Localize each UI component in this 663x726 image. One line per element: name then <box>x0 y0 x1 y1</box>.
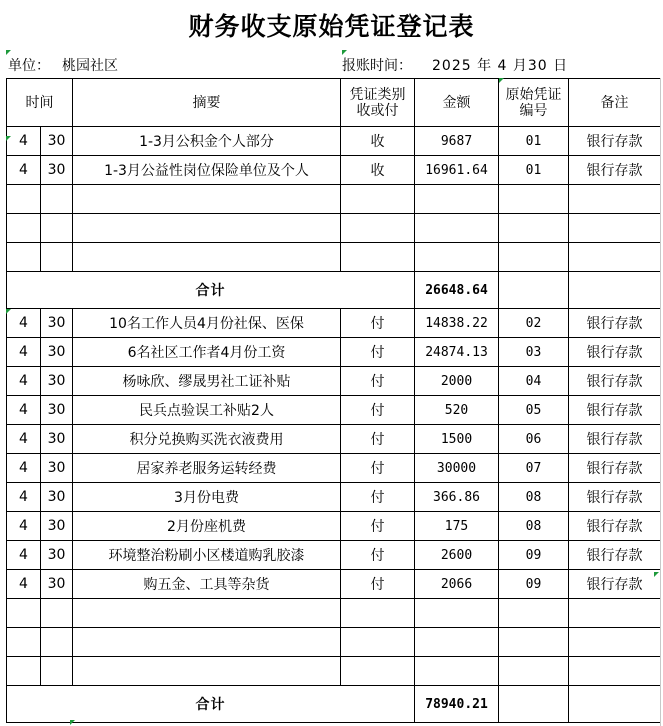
empty-cell <box>341 599 415 628</box>
cell-comment-marker <box>654 572 659 577</box>
cell-amount: 2600 <box>415 541 499 570</box>
header-amount: 金额 <box>415 79 499 127</box>
cell-month: 4 <box>7 425 41 454</box>
info-row <box>0 50 663 78</box>
empty-cell <box>41 214 73 243</box>
empty-cell <box>7 657 41 686</box>
empty-cell <box>569 214 661 243</box>
table-row <box>7 541 661 570</box>
empty-cell <box>41 599 73 628</box>
table-row <box>7 127 661 156</box>
cell-amount: 366.86 <box>415 483 499 512</box>
cell-month: 4 <box>7 570 41 599</box>
cell-comment-marker <box>6 309 11 314</box>
cell-summary: 积分兑换购买洗衣液费用 <box>73 425 341 454</box>
empty-cell <box>499 214 569 243</box>
cell-voucher-no: 05 <box>499 396 569 425</box>
empty-cell <box>7 243 41 272</box>
cell-amount: 520 <box>415 396 499 425</box>
table-row <box>7 570 661 599</box>
table-row <box>7 338 661 367</box>
cell-remark: 银行存款 <box>569 483 661 512</box>
empty-cell <box>7 599 41 628</box>
table-row <box>7 309 661 338</box>
cell-summary: 购五金、工具等杂货 <box>73 570 341 599</box>
table-row <box>7 512 661 541</box>
cell-month: 4 <box>7 396 41 425</box>
cell-voucher-no: 08 <box>499 483 569 512</box>
cell-remark: 银行存款 <box>569 156 661 185</box>
cell-day: 30 <box>41 570 73 599</box>
cell-comment-marker <box>70 720 75 725</box>
cell-remark: 银行存款 <box>569 512 661 541</box>
cell-summary: 环境整治粉刷小区楼道购乳胶漆 <box>73 541 341 570</box>
empty-cell <box>341 657 415 686</box>
cell-voucher-no: 06 <box>499 425 569 454</box>
cell-amount: 16961.64 <box>415 156 499 185</box>
table-row <box>7 396 661 425</box>
cell-amount: 9687 <box>415 127 499 156</box>
table-row <box>7 425 661 454</box>
cell-day: 30 <box>41 541 73 570</box>
cell-voucher-no: 04 <box>499 367 569 396</box>
header-voucher-type-line2: 收或付 <box>356 102 399 119</box>
empty-cell <box>499 686 569 723</box>
cell-day: 30 <box>41 338 73 367</box>
empty-cell <box>569 272 661 309</box>
empty-cell <box>569 657 661 686</box>
empty-row <box>7 657 661 686</box>
cell-voucher-no: 09 <box>499 570 569 599</box>
header-voucher-no-line1: 原始凭证 <box>505 86 562 103</box>
cell-summary: 杨咏欣、缪晟男社工证补贴 <box>73 367 341 396</box>
cell-day: 30 <box>41 425 73 454</box>
cell-voucher-type: 付 <box>341 309 415 338</box>
cell-voucher-type: 付 <box>341 367 415 396</box>
cell-month: 4 <box>7 156 41 185</box>
cell-comment-marker <box>499 78 504 83</box>
cell-remark: 银行存款 <box>569 570 661 599</box>
cell-summary: 1-3月公积金个人部分 <box>73 127 341 156</box>
cell-voucher-no: 01 <box>499 156 569 185</box>
cell-month: 4 <box>7 309 41 338</box>
cell-summary: 6名社区工作者4月份工资 <box>73 338 341 367</box>
cell-amount: 2000 <box>415 367 499 396</box>
cell-voucher-no: 08 <box>499 512 569 541</box>
cell-amount: 2066 <box>415 570 499 599</box>
empty-cell <box>569 686 661 723</box>
empty-cell <box>73 243 341 272</box>
cell-summary: 3月份电费 <box>73 483 341 512</box>
empty-cell <box>499 272 569 309</box>
header-voucher-type-line1: 凭证类别 <box>349 86 406 103</box>
empty-cell <box>73 657 341 686</box>
empty-cell <box>569 628 661 657</box>
empty-cell <box>7 214 41 243</box>
header-voucher-no <box>499 79 569 127</box>
cell-summary: 居家养老服务运转经费 <box>73 454 341 483</box>
total-row <box>7 272 661 309</box>
empty-cell <box>73 214 341 243</box>
empty-cell <box>41 628 73 657</box>
empty-cell <box>341 628 415 657</box>
cell-voucher-type: 收 <box>341 127 415 156</box>
empty-cell <box>415 657 499 686</box>
cell-voucher-type: 付 <box>341 570 415 599</box>
empty-cell <box>415 599 499 628</box>
cell-remark: 银行存款 <box>569 367 661 396</box>
cell-day: 30 <box>41 483 73 512</box>
cell-day: 30 <box>41 396 73 425</box>
empty-cell <box>569 185 661 214</box>
sheet-title: 财务收支原始凭证登记表 <box>188 12 475 41</box>
empty-row <box>7 599 661 628</box>
empty-cell <box>499 185 569 214</box>
empty-row <box>7 214 661 243</box>
unit-label: 单位： <box>8 58 50 74</box>
cell-amount: 24874.13 <box>415 338 499 367</box>
empty-cell <box>341 214 415 243</box>
cell-voucher-type: 付 <box>341 541 415 570</box>
header-voucher-type <box>341 79 415 127</box>
empty-cell <box>41 185 73 214</box>
cell-day: 30 <box>41 156 73 185</box>
header-remark: 备注 <box>569 79 661 127</box>
empty-cell <box>499 657 569 686</box>
empty-cell <box>341 243 415 272</box>
empty-cell <box>569 599 661 628</box>
cell-remark: 银行存款 <box>569 425 661 454</box>
cell-month: 4 <box>7 512 41 541</box>
empty-cell <box>73 185 341 214</box>
total-amount: 26648.64 <box>415 272 499 309</box>
cell-voucher-no: 07 <box>499 454 569 483</box>
cell-comment-marker <box>6 50 11 55</box>
total-label: 合计 <box>7 272 415 309</box>
total-amount: 78940.21 <box>415 686 499 723</box>
table-row <box>7 156 661 185</box>
cell-voucher-no: 03 <box>499 338 569 367</box>
cell-voucher-type: 付 <box>341 396 415 425</box>
total-label: 合计 <box>7 686 415 723</box>
table-row <box>7 367 661 396</box>
cell-day: 30 <box>41 127 73 156</box>
ledger-table <box>6 78 661 723</box>
header-row <box>7 79 661 127</box>
cell-day: 30 <box>41 309 73 338</box>
cell-voucher-type: 收 <box>341 156 415 185</box>
cell-day: 30 <box>41 454 73 483</box>
cell-summary: 民兵点验误工补贴2人 <box>73 396 341 425</box>
cell-comment-marker <box>6 136 11 141</box>
empty-cell <box>499 628 569 657</box>
empty-cell <box>73 628 341 657</box>
unit-value: 桃园社区 <box>62 58 118 74</box>
cell-remark: 银行存款 <box>569 309 661 338</box>
empty-cell <box>41 243 73 272</box>
header-summary: 摘要 <box>73 79 341 127</box>
cell-comment-marker <box>342 50 347 55</box>
cell-amount: 175 <box>415 512 499 541</box>
empty-row <box>7 628 661 657</box>
cell-voucher-type: 付 <box>341 425 415 454</box>
report-date-value: 2025 年 4 月30 日 <box>432 58 569 74</box>
empty-cell <box>499 599 569 628</box>
cell-remark: 银行存款 <box>569 396 661 425</box>
empty-cell <box>415 185 499 214</box>
cell-month: 4 <box>7 367 41 396</box>
cell-remark: 银行存款 <box>569 127 661 156</box>
cell-voucher-no: 02 <box>499 309 569 338</box>
table-row <box>7 454 661 483</box>
cell-voucher-type: 付 <box>341 338 415 367</box>
total-row <box>7 686 661 723</box>
header-voucher-no-line2: 编号 <box>519 102 548 119</box>
empty-cell <box>7 628 41 657</box>
cell-amount: 14838.22 <box>415 309 499 338</box>
cell-month: 4 <box>7 483 41 512</box>
empty-cell <box>415 214 499 243</box>
cell-summary: 10名工作人员4月份社保、医保 <box>73 309 341 338</box>
cell-amount: 30000 <box>415 454 499 483</box>
empty-cell <box>341 185 415 214</box>
cell-summary: 1-3月公益性岗位保险单位及个人 <box>73 156 341 185</box>
empty-cell <box>41 657 73 686</box>
cell-summary: 2月份座机费 <box>73 512 341 541</box>
cell-month: 4 <box>7 541 41 570</box>
empty-cell <box>73 599 341 628</box>
empty-row <box>7 243 661 272</box>
table-row <box>7 483 661 512</box>
cell-month: 4 <box>7 338 41 367</box>
empty-cell <box>499 243 569 272</box>
cell-amount: 1500 <box>415 425 499 454</box>
empty-row <box>7 185 661 214</box>
sheet-gridline <box>660 78 661 726</box>
cell-day: 30 <box>41 512 73 541</box>
cell-day: 30 <box>41 367 73 396</box>
report-date-label: 报账时间： <box>342 58 412 74</box>
cell-remark: 银行存款 <box>569 541 661 570</box>
cell-month: 4 <box>7 454 41 483</box>
empty-cell <box>7 185 41 214</box>
empty-cell <box>569 243 661 272</box>
cell-month: 4 <box>7 127 41 156</box>
empty-cell <box>415 243 499 272</box>
cell-voucher-type: 付 <box>341 483 415 512</box>
empty-cell <box>415 628 499 657</box>
cell-remark: 银行存款 <box>569 454 661 483</box>
cell-voucher-no: 01 <box>499 127 569 156</box>
cell-voucher-no: 09 <box>499 541 569 570</box>
header-time: 时间 <box>7 79 73 127</box>
cell-voucher-type: 付 <box>341 454 415 483</box>
cell-voucher-type: 付 <box>341 512 415 541</box>
cell-remark: 银行存款 <box>569 338 661 367</box>
